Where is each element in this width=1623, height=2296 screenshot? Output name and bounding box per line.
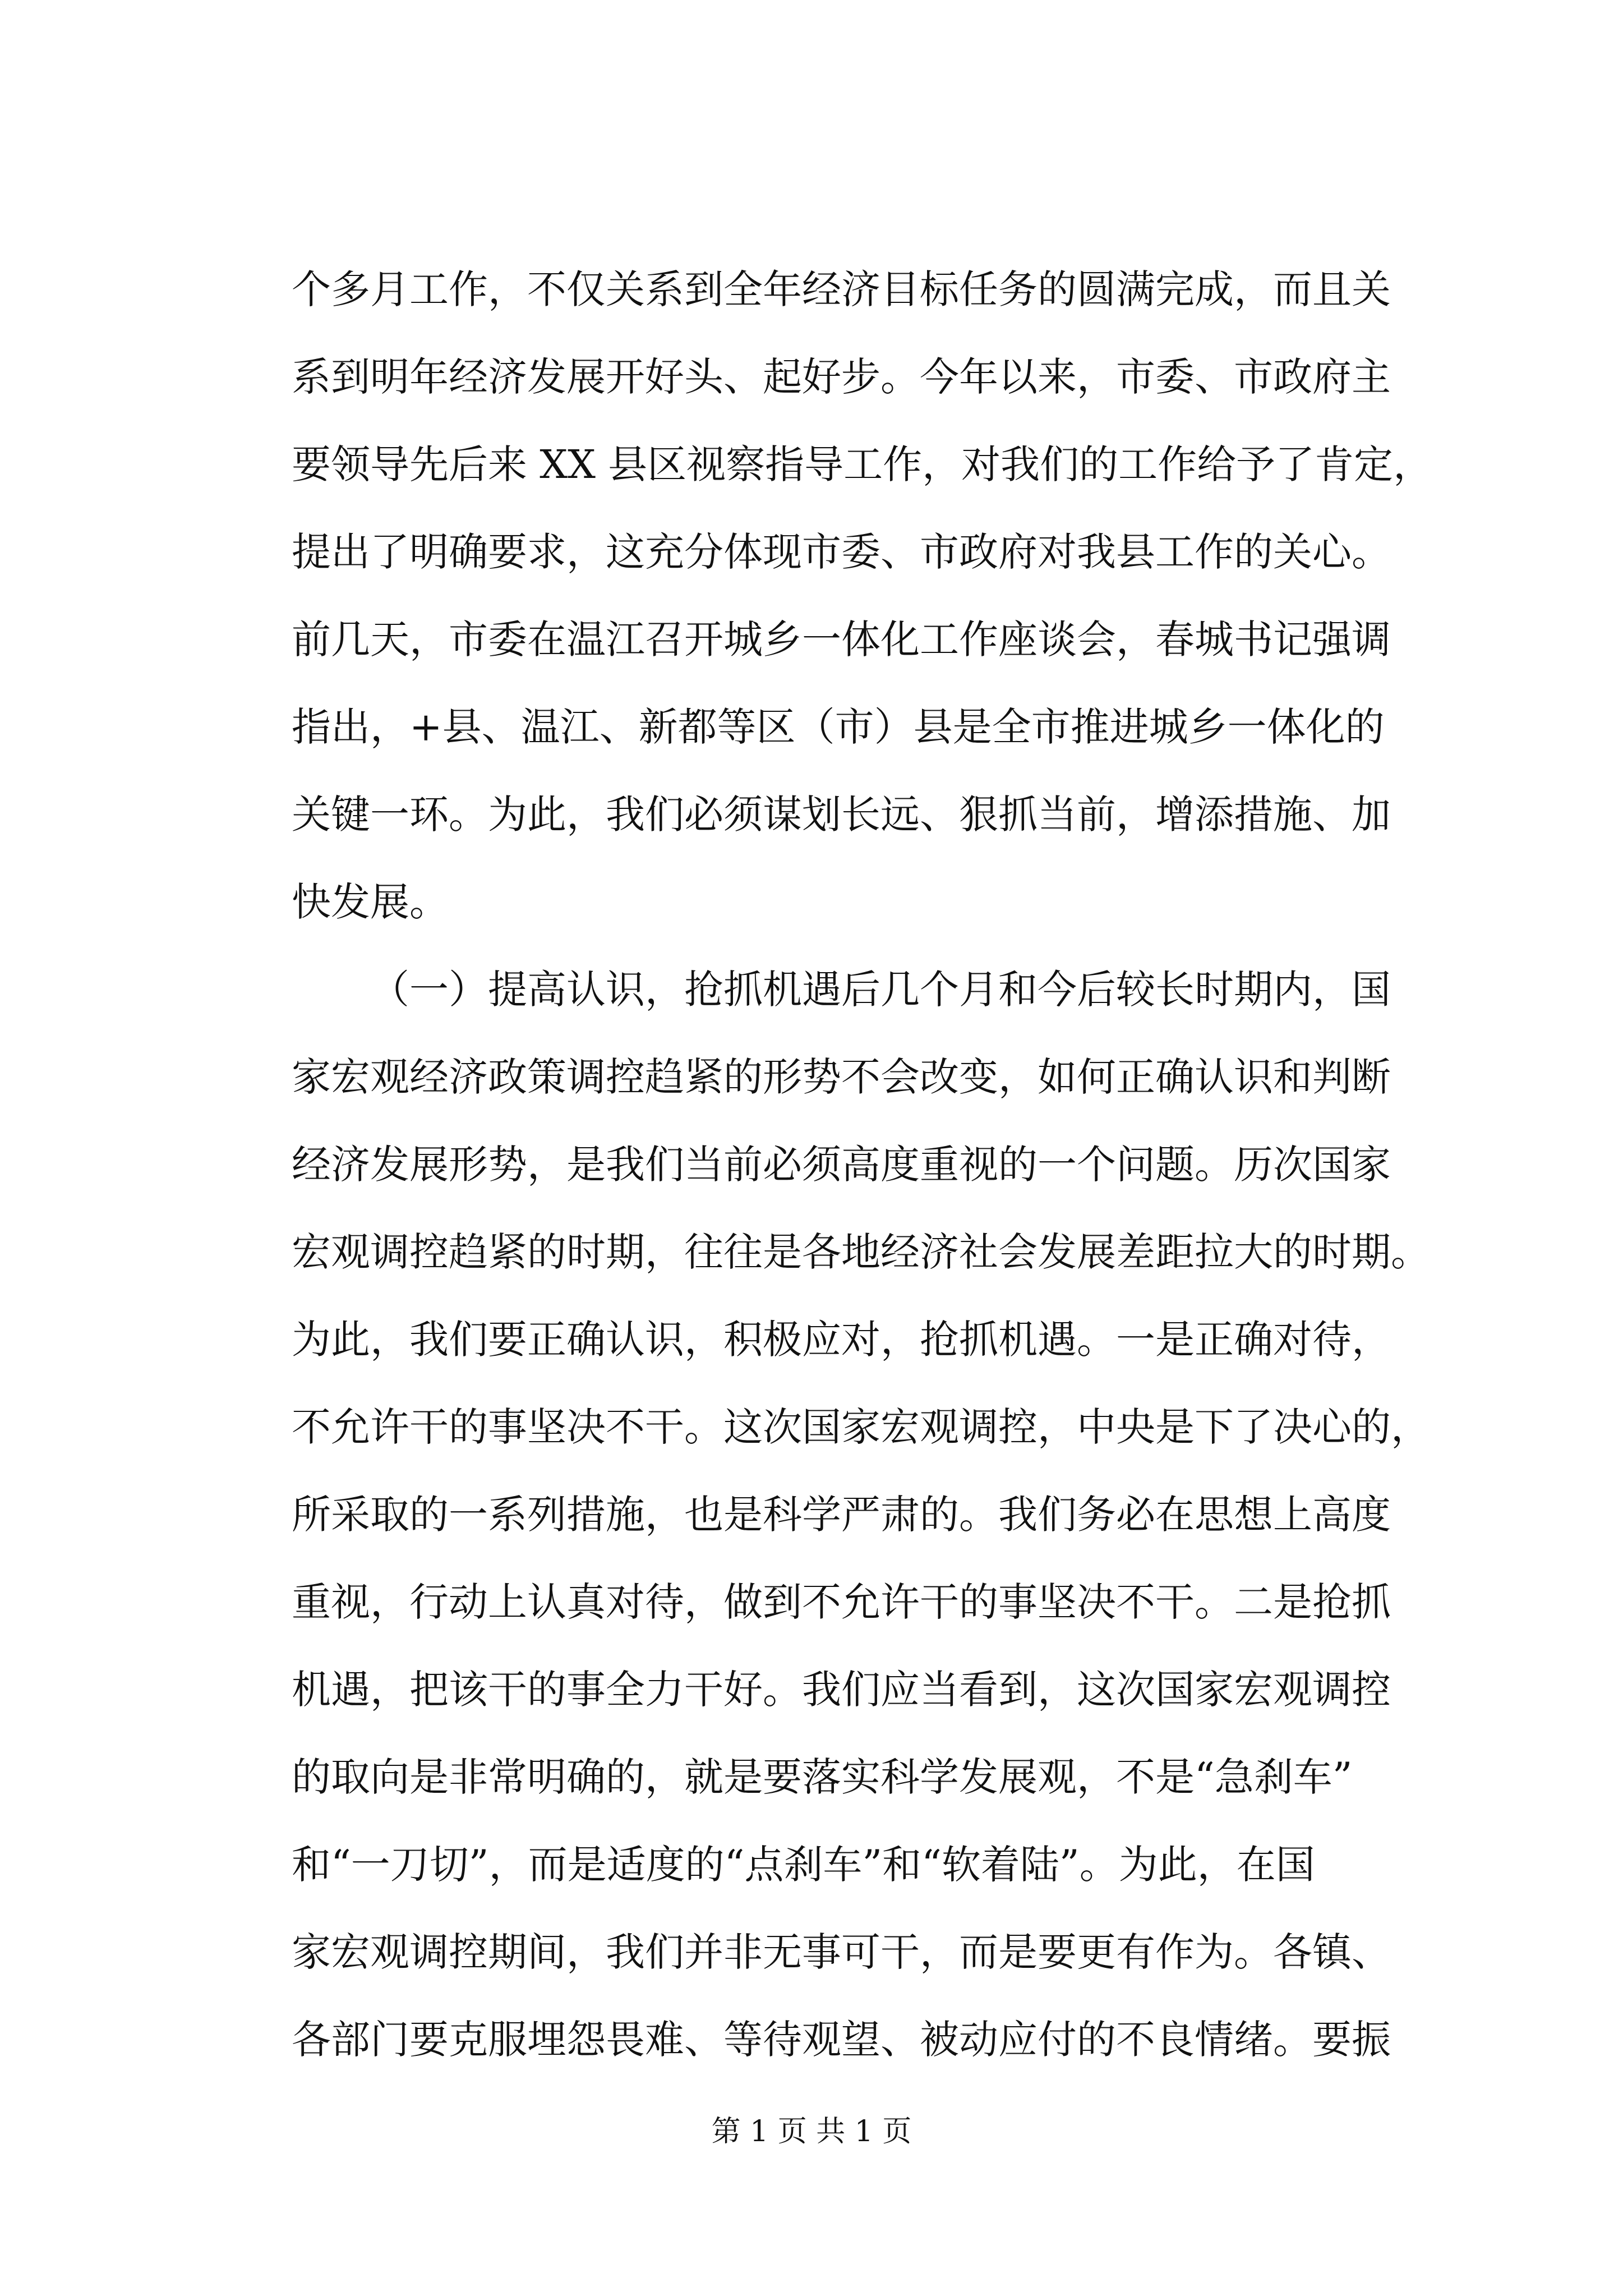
page-footer: [0, 2109, 1623, 2154]
text-line: 要领导先后来 XX 县区视察指导工作，对我们的工作给予了肯定，: [292, 441, 1433, 487]
text-line: 指出，+县、温江、新都等区（市）县是全市推进城乡一体化的: [292, 704, 1385, 750]
text-line: 提出了明确要求，这充分体现市委、市政府对我县工作的关心。: [292, 529, 1391, 575]
text-line: 各部门要克服埋怨畏难、等待观望、被动应付的不良情绪。要振: [292, 2017, 1391, 2063]
text-line: 和“一刀切”，而是适度的“点刹车”和“软着陆”。为此，在国: [292, 1842, 1315, 1888]
text-line: 宏观调控趋紧的时期，往往是各地经济社会发展差距拉大的时期。: [292, 1229, 1430, 1275]
text-line: 重视，行动上认真对待，做到不允许干的事坚决不干。二是抢抓: [292, 1579, 1391, 1625]
text-line: 的取向是非常明确的，就是要落实科学发展观，不是“急刹车”: [292, 1754, 1353, 1800]
text-line: 为此，我们要正确认识，积极应对，抢抓机遇。一是正确对待，: [292, 1317, 1391, 1363]
text-line: 所采取的一系列措施，也是科学严肃的。我们务必在思想上高度: [292, 1492, 1391, 1538]
text-line: 家宏观调控期间，我们并非无事可干，而是要更有作为。各镇、: [292, 1929, 1391, 1975]
text-line: 个多月工作，不仅关系到全年经济目标任务的圆满完成，而且关: [292, 266, 1391, 312]
text-line: 家宏观经济政策调控趋紧的形势不会改变，如何正确认识和判断: [292, 1054, 1391, 1100]
body-text: [292, 246, 1433, 2083]
page-number-label: 第 1 页 共 1 页: [711, 2115, 912, 2148]
text-line: 快发展。: [292, 879, 449, 925]
text-line: 不允许干的事坚决不干。这次国家宏观调控，中央是下了决心的，: [292, 1404, 1430, 1450]
text-line: 经济发展形势，是我们当前必须高度重视的一个问题。历次国家: [292, 1142, 1391, 1188]
text-line: 关键一环。为此，我们必须谋划长远、狠抓当前，增添措施、加: [292, 792, 1391, 838]
text-line: （一）提高认识，抢抓机遇后几个月和今后较长时期内，国: [370, 967, 1391, 1013]
text-line: 机遇，把该干的事全力干好。我们应当看到，这次国家宏观调控: [292, 1667, 1391, 1713]
text-line: 前几天，市委在温江召开城乡一体化工作座谈会，春城书记强调: [292, 616, 1391, 662]
text-line: 系到明年经济发展开好头、起好步。今年以来，市委、市政府主: [292, 354, 1391, 400]
